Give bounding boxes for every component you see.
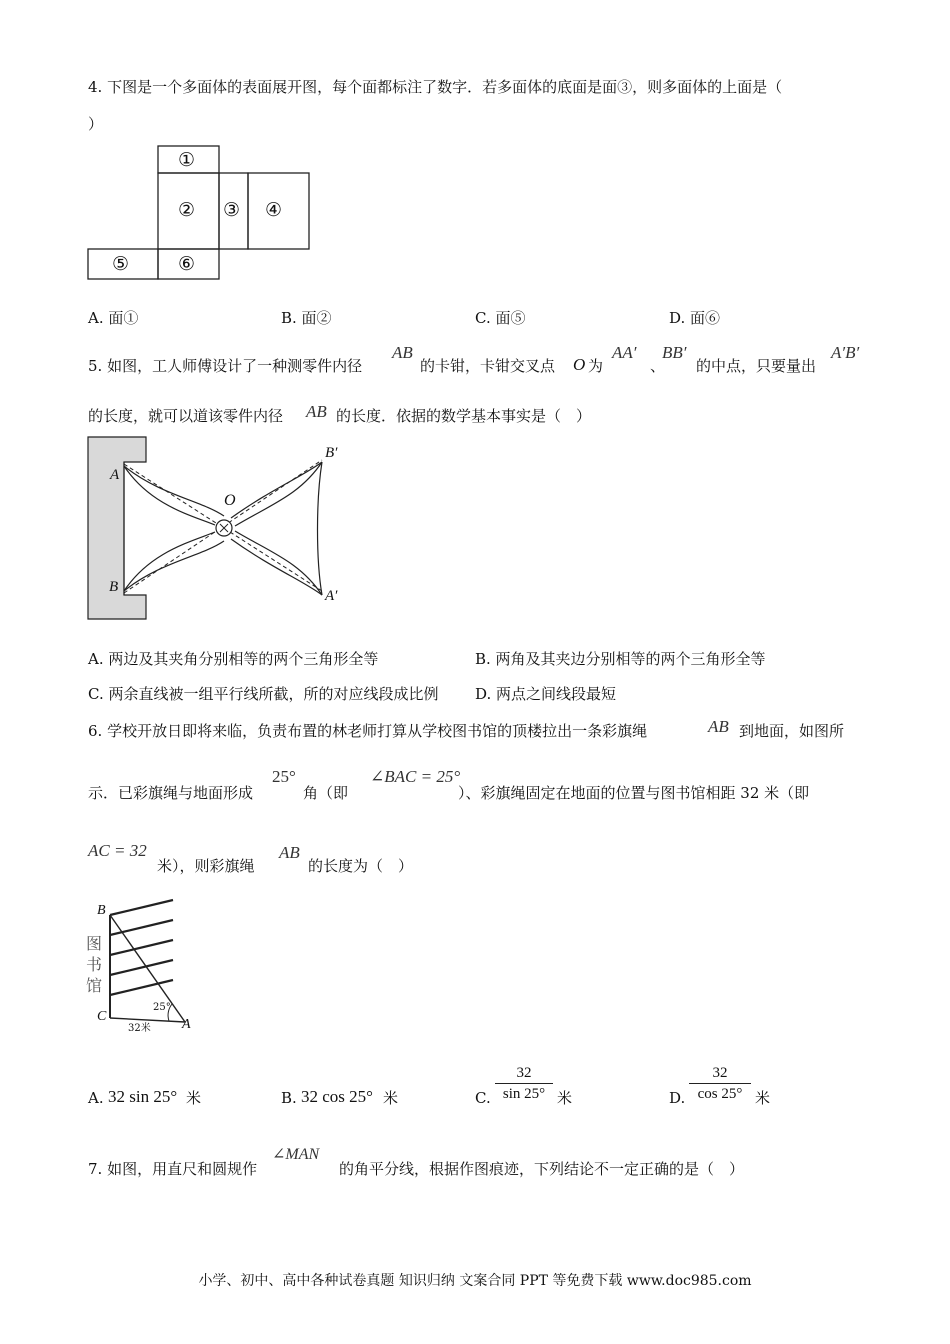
q6-choice-c-prefix: C. xyxy=(475,1089,491,1107)
q6-choice-d-unit: 米 xyxy=(755,1089,771,1107)
q5-math-ab3: AB xyxy=(306,402,327,421)
q6-stem-line1a: 6. 学校开放日即将来临，负责布置的林老师打算从学校图书馆的顶楼拉出一条彩旗绳 xyxy=(88,722,648,740)
q6-stem-line3a: 米），则彩旗绳 xyxy=(157,857,255,875)
q4-choice-c: C. 面⑤ xyxy=(475,309,526,327)
q6-stem-line3b: 的长度为（ ） xyxy=(308,857,414,875)
q6-math-ac: AC = 32 xyxy=(88,841,147,860)
flag-label-b: B xyxy=(97,903,106,918)
q5-math-o: O xyxy=(573,355,586,374)
net-face-6: ⑥ xyxy=(178,253,196,275)
q6-choice-c-fraction xyxy=(495,1063,553,1104)
net-face-3: ③ xyxy=(223,199,241,221)
q6-choice-b-unit: 米 xyxy=(383,1089,399,1107)
flag-dist-label: 32米 xyxy=(128,1023,151,1034)
q5-math-bb: BB′ xyxy=(662,343,687,362)
q7-stem-part1: 7. 如图，用直尺和圆规作 xyxy=(88,1160,258,1178)
q6-choice-b-prefix: B. xyxy=(281,1089,297,1107)
building-char-2: 书 xyxy=(86,955,103,974)
q6-choice-b-expr: 32 cos 25° xyxy=(301,1087,373,1106)
caliper-label-a: A xyxy=(110,467,120,483)
q6-choice-a-expr: 32 sin 25° xyxy=(108,1087,178,1106)
q5-sep: 、 xyxy=(650,357,666,375)
q6-choice-c-unit: 米 xyxy=(557,1089,573,1107)
q6-choice-a-unit: 米 xyxy=(186,1089,202,1107)
q5-math-apbp: A′B′ xyxy=(831,343,860,362)
q6-math-deg: 25° xyxy=(272,767,296,786)
q6-choice-a-prefix: A. xyxy=(88,1089,104,1107)
q6-choice-d-prefix: D. xyxy=(669,1089,686,1107)
q5-stem-part3: 为 xyxy=(588,357,604,375)
net-face-4: ④ xyxy=(265,199,283,221)
net-face-5: ⑤ xyxy=(112,253,130,275)
q6-choice-d-fraction xyxy=(689,1063,751,1104)
flag-label-c: C xyxy=(97,1009,107,1024)
q5-choice-d: D. 两点之间线段最短 xyxy=(475,685,617,703)
q4-choice-d: D. 面⑥ xyxy=(669,309,721,327)
q6-math-angle: ∠BAC = 25° xyxy=(370,767,461,786)
q5-choice-c: C. 两余直线被一组平行线所截，所的对应线段成比例 xyxy=(88,685,439,703)
q4-stem-line2: ） xyxy=(88,115,104,133)
q5-choice-b: B. 两角及其夹边分别相等的两个三角形全等 xyxy=(475,650,766,668)
q6-choice-c-numerator: 32 xyxy=(516,1065,532,1081)
building-char-3: 馆 xyxy=(86,976,103,995)
page-footer: 小学、初中、高中各种试卷真题 知识归纳 文案合同 PPT 等免费下载 www.doc985.com xyxy=(198,1273,752,1289)
caliper-label-bp: B′ xyxy=(325,445,338,461)
q5-stem-part2: 的卡钳，卡钳交叉点 xyxy=(420,357,556,375)
q6-choice-d-numerator: 32 xyxy=(712,1065,728,1081)
q6-math-ab2: AB xyxy=(279,843,300,862)
q5-stem-part4: 的中点，只要量出 xyxy=(696,357,817,375)
q6-stem-line1b: 到地面，如图所 xyxy=(739,722,845,740)
caliper-label-ap: A′ xyxy=(325,588,338,604)
caliper-label-o: O xyxy=(224,492,236,509)
net-face-2: ② xyxy=(178,199,196,221)
q5-stem-line2a: 的长度，就可以道该零件内径 xyxy=(88,407,284,425)
flag-angle-label: 25° xyxy=(153,1002,171,1013)
q7-math-man: ∠MAN xyxy=(272,1146,320,1163)
q7-stem-part2: 的角平分线，根据作图痕迹，下列结论不一定正确的是（ ） xyxy=(339,1160,745,1178)
q6-choice-c-denominator: sin 25° xyxy=(495,1083,553,1104)
q6-math-ab: AB xyxy=(708,717,729,736)
q4-choice-b: B. 面② xyxy=(281,309,332,327)
q5-stem-part1: 5. 如图，工人师傅设计了一种测零件内径 xyxy=(88,357,363,375)
q4-stem-line1: 4. 下图是一个多面体的表面展开图，每个面都标注了数字．若多面体的底面是面③，则多面体的上面是（ xyxy=(88,78,783,96)
q6-stem-line2a: 示．已彩旗绳与地面形成 xyxy=(88,784,254,802)
q4-choice-a: A. 面① xyxy=(88,309,139,327)
flag-label-a: A xyxy=(182,1017,191,1032)
net-face-1: ① xyxy=(178,149,196,171)
caliper-label-b: B xyxy=(109,579,119,595)
q6-stem-line2b: 角（即 xyxy=(303,784,349,802)
q5-math-aa: AA′ xyxy=(612,343,637,362)
q5-stem-line2b: 的长度．依据的数学基本事实是（ ） xyxy=(336,407,592,425)
q5-math-ab: AB xyxy=(392,343,413,362)
q6-stem-line2c: ）、彩旗绳固定在地面的位置与图书馆相距 32 米（即 xyxy=(458,784,810,802)
q6-choice-d-denominator: cos 25° xyxy=(689,1083,751,1104)
q5-choice-a: A. 两边及其夹角分别相等的两个三角形全等 xyxy=(88,650,379,668)
building-char-1: 图 xyxy=(86,934,103,953)
